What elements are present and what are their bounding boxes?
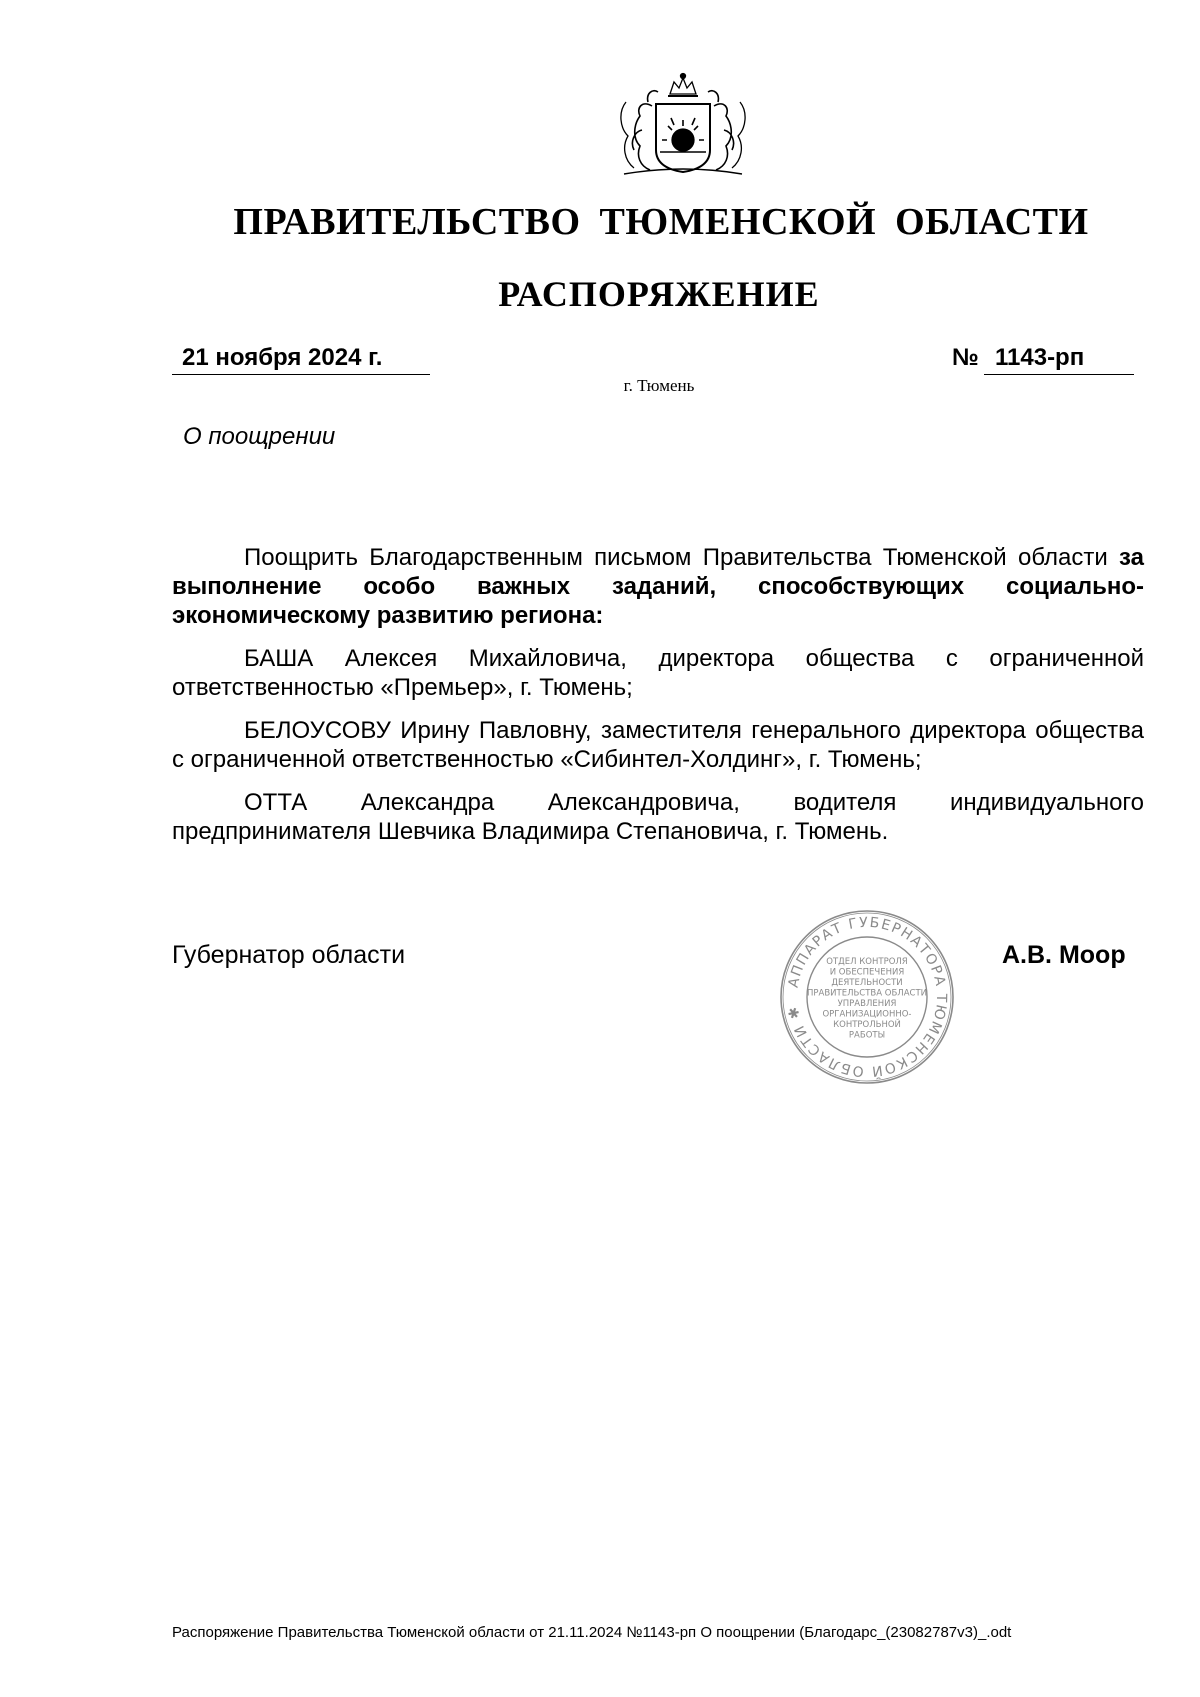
recipient-item: БАША Алексея Михайловича, директора общества с ограниченной ответственностью «Премьер», г. Тюмень; <box>172 645 1144 701</box>
document-city: г. Тюмень <box>623 376 695 395</box>
stamp-inner-line: КОНТРОЛЬНОЙ <box>833 1020 901 1030</box>
government-title: ПРАВИТЕЛЬСТВО ТЮМЕНСКОЙ ОБЛАСТИ <box>233 201 1089 243</box>
stamp-inner-line: ПРАВИТЕЛЬСТВА ОБЛАСТИ <box>807 988 927 999</box>
document-type: РАСПОРЯЖЕНИЕ <box>498 274 820 314</box>
stamp-inner-line: И ОБЕСПЕЧЕНИЯ <box>829 967 905 978</box>
signatory-position: Губернатор области <box>172 941 406 969</box>
document-date: 21 ноября 2024 г. <box>172 343 430 375</box>
intro-paragraph <box>172 543 1144 630</box>
stamp-inner-line: РАБОТЫ <box>848 1030 886 1041</box>
number-sign: № <box>952 344 979 371</box>
document-subject: О поощрении <box>183 423 336 450</box>
document-number: 1143-рп <box>984 343 1134 375</box>
recipient-item: ОТТА Александра Александровича, водителя индивидуального предпринимателя Шевчика Владимира Степановича, г. Тюмень. <box>172 789 1144 845</box>
intro-bold-text: за выполнение особо важных заданий, способствующих социально-экономическому развитию региона: <box>172 544 1144 629</box>
stamp-inner-line: ОРГАНИЗАЦИОННО- <box>822 1009 912 1020</box>
stamp-outer-text: АППАРАТ ГУБЕРНАТОРА ТЮМЕНСКОЙ ОБЛАСТИ ✱ <box>785 914 950 1080</box>
stamp-inner-line: ОТДЕЛ КОНТРОЛЯ <box>826 957 908 967</box>
document-body <box>172 543 1144 860</box>
stamp-inner-line: УПРАВЛЕНИЯ <box>837 999 897 1009</box>
stamp-inner-line: ДЕЯТЕЛЬНОСТИ <box>831 978 903 988</box>
recipient-item: БЕЛОУСОВУ Ирину Павловну, заместителя генерального директора общества с ограниченной ответственностью «Сибинтел-Холдинг», г. Тюмень; <box>172 717 1144 773</box>
intro-text: Поощрить Благодарственным письмом Правительства Тюменской области <box>244 544 1120 571</box>
coat-of-arms-icon <box>604 72 762 182</box>
official-stamp <box>778 908 956 1086</box>
document-footer: Распоряжение Правительства Тюменской области от 21.11.2024 №1143-рп О поощрении (Благодарс_(23082787v3)_.odt <box>172 1624 1012 1641</box>
signatory-name: А.В. Моор <box>1002 941 1126 969</box>
